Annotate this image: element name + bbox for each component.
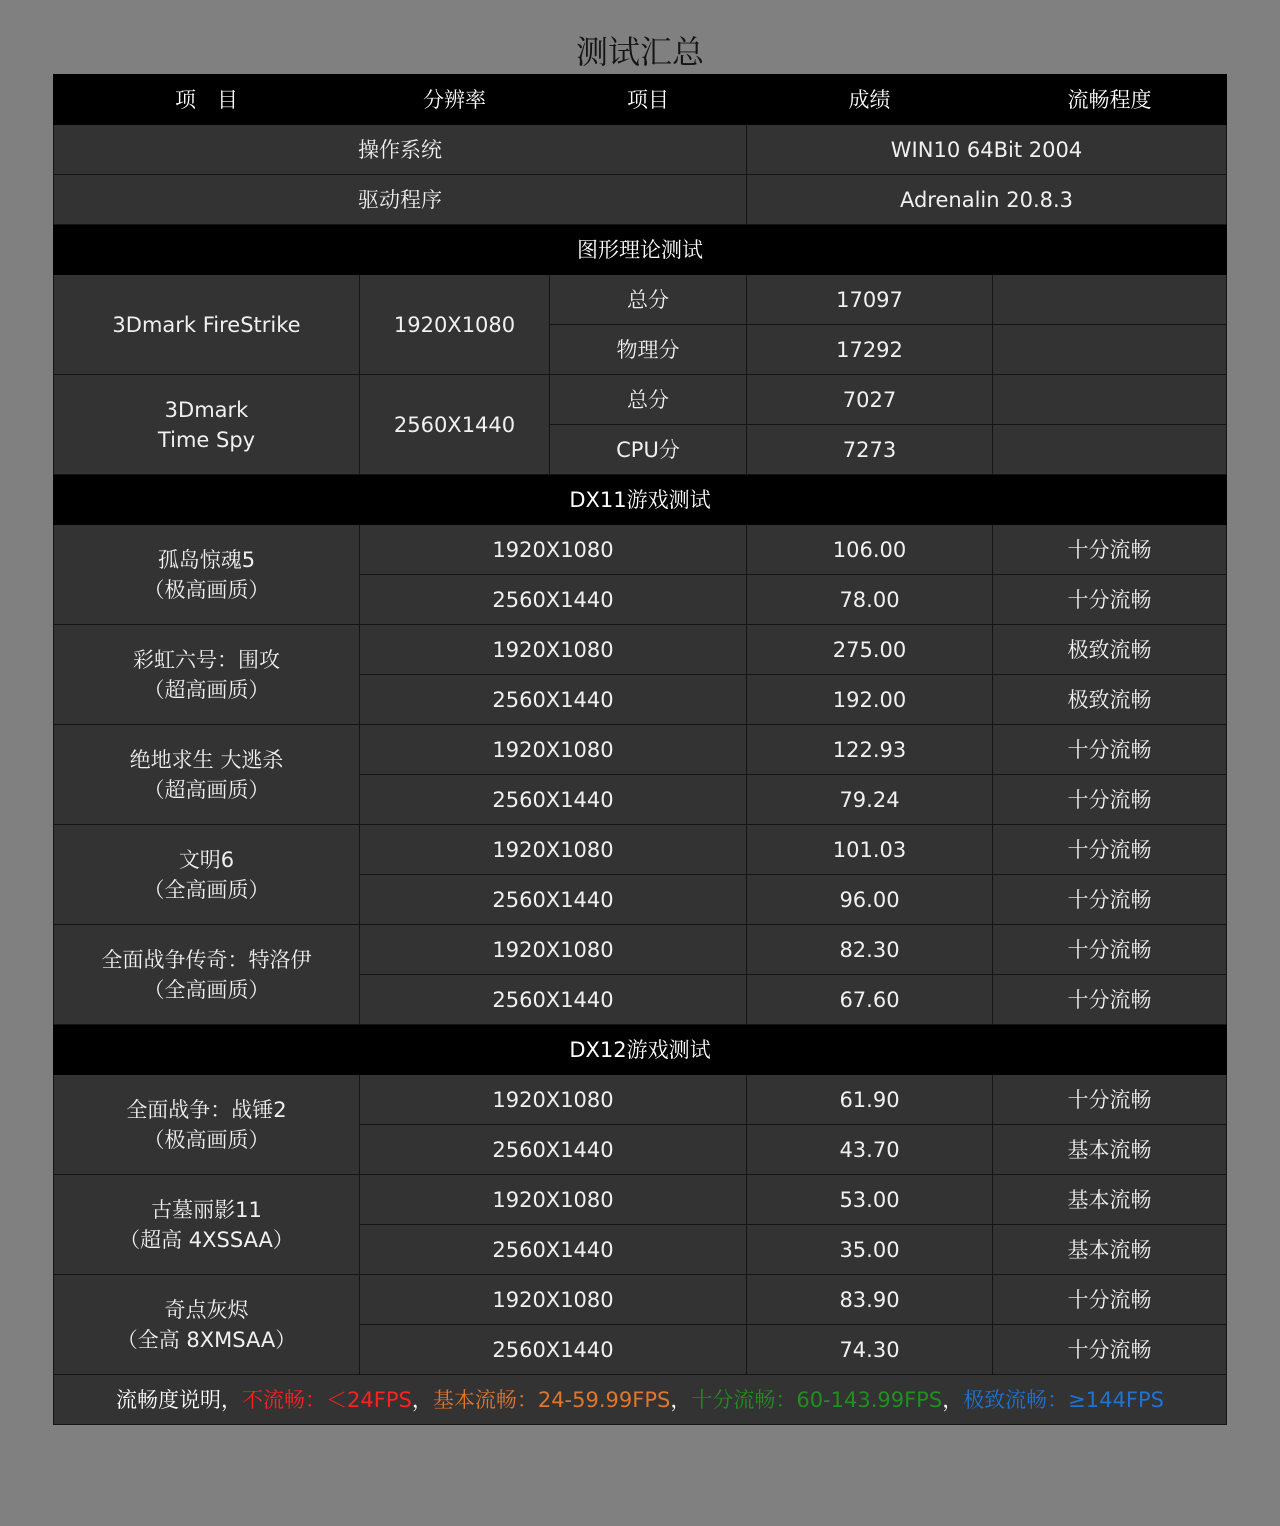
header-row — [54, 75, 1227, 125]
section-dx12 — [54, 1025, 1227, 1075]
game-row — [54, 725, 1227, 775]
os-row — [54, 125, 1227, 175]
section-dx11-title: DX11游戏测试 — [54, 475, 1227, 525]
game-resolution: 2560X1440 — [360, 675, 747, 725]
legend-segment: 不流畅：＜24FPS — [242, 1387, 412, 1412]
game-smoothness: 十分流畅 — [993, 925, 1227, 975]
test-smoothness-empty — [993, 375, 1227, 425]
driver-value: Adrenalin 20.8.3 — [747, 175, 1227, 225]
legend-segment: 十分流畅：60-143.99FPS — [691, 1387, 943, 1412]
os-value: WIN10 64Bit 2004 — [747, 125, 1227, 175]
game-resolution: 1920X1080 — [360, 725, 747, 775]
graphics-row — [54, 275, 1227, 325]
game-score: 53.00 — [747, 1175, 993, 1225]
test-smoothness-empty — [993, 325, 1227, 375]
test-name: 3Dmark Time Spy — [54, 375, 360, 475]
os-label: 操作系统 — [54, 125, 747, 175]
summary-table — [53, 74, 1227, 1425]
game-score: 82.30 — [747, 925, 993, 975]
section-dx12-title: DX12游戏测试 — [54, 1025, 1227, 1075]
header-subitem: 项目 — [550, 75, 747, 125]
header-item: 项 目 — [54, 75, 360, 125]
game-smoothness: 十分流畅 — [993, 825, 1227, 875]
game-resolution: 2560X1440 — [360, 1125, 747, 1175]
game-smoothness: 十分流畅 — [993, 875, 1227, 925]
test-score: 7027 — [747, 375, 993, 425]
game-score: 275.00 — [747, 625, 993, 675]
game-smoothness: 十分流畅 — [993, 1075, 1227, 1125]
game-row — [54, 825, 1227, 875]
game-name: 绝地求生 大逃杀 （超高画质） — [54, 725, 360, 825]
section-dx11 — [54, 475, 1227, 525]
game-name: 孤岛惊魂5 （极高画质） — [54, 525, 360, 625]
game-resolution: 2560X1440 — [360, 1225, 747, 1275]
game-row — [54, 925, 1227, 975]
game-resolution: 1920X1080 — [360, 825, 747, 875]
test-smoothness-empty — [993, 425, 1227, 475]
header-smoothness: 流畅程度 — [993, 75, 1227, 125]
game-smoothness: 十分流畅 — [993, 725, 1227, 775]
game-score: 74.30 — [747, 1325, 993, 1375]
test-score: 17097 — [747, 275, 993, 325]
header-resolution: 分辨率 — [360, 75, 550, 125]
section-graphics — [54, 225, 1227, 275]
legend-segment: ， — [411, 1387, 433, 1412]
game-resolution: 2560X1440 — [360, 875, 747, 925]
game-score: 61.90 — [747, 1075, 993, 1125]
section-graphics-title: 图形理论测试 — [54, 225, 1227, 275]
game-name: 全面战争：战锤2 （极高画质） — [54, 1075, 360, 1175]
legend-segment: ， — [942, 1387, 964, 1412]
game-row — [54, 625, 1227, 675]
game-score: 35.00 — [747, 1225, 993, 1275]
game-name: 古墓丽影11 （超高 4XSSAA） — [54, 1175, 360, 1275]
game-resolution: 2560X1440 — [360, 1325, 747, 1375]
game-smoothness: 基本流畅 — [993, 1225, 1227, 1275]
game-resolution: 1920X1080 — [360, 625, 747, 675]
game-score: 96.00 — [747, 875, 993, 925]
game-smoothness: 十分流畅 — [993, 525, 1227, 575]
game-row — [54, 525, 1227, 575]
driver-label: 驱动程序 — [54, 175, 747, 225]
graphics-row — [54, 375, 1227, 425]
game-score: 122.93 — [747, 725, 993, 775]
test-score: 7273 — [747, 425, 993, 475]
game-name: 奇点灰烬 （全高 8XMSAA） — [54, 1275, 360, 1375]
test-subitem: 物理分 — [550, 325, 747, 375]
game-smoothness: 十分流畅 — [993, 1325, 1227, 1375]
game-smoothness: 十分流畅 — [993, 775, 1227, 825]
game-score: 83.90 — [747, 1275, 993, 1325]
header-score: 成绩 — [747, 75, 993, 125]
driver-row — [54, 175, 1227, 225]
game-score: 79.24 — [747, 775, 993, 825]
game-name: 文明6 （全高画质） — [54, 825, 360, 925]
game-smoothness: 基本流畅 — [993, 1175, 1227, 1225]
game-smoothness: 十分流畅 — [993, 1275, 1227, 1325]
summary-table-body — [54, 75, 1227, 1425]
game-smoothness: 极致流畅 — [993, 625, 1227, 675]
game-smoothness: 十分流畅 — [993, 975, 1227, 1025]
game-smoothness: 基本流畅 — [993, 1125, 1227, 1175]
game-resolution: 1920X1080 — [360, 1075, 747, 1125]
legend-segment: 基本流畅：24-59.99FPS — [432, 1387, 671, 1412]
game-smoothness: 极致流畅 — [993, 675, 1227, 725]
game-resolution: 2560X1440 — [360, 775, 747, 825]
game-name: 彩虹六号：围攻 （超高画质） — [54, 625, 360, 725]
test-score: 17292 — [747, 325, 993, 375]
game-score: 43.70 — [747, 1125, 993, 1175]
game-resolution: 1920X1080 — [360, 925, 747, 975]
game-score: 101.03 — [747, 825, 993, 875]
game-score: 106.00 — [747, 525, 993, 575]
test-subitem: 总分 — [550, 375, 747, 425]
game-resolution: 1920X1080 — [360, 1275, 747, 1325]
game-row — [54, 1075, 1227, 1125]
test-subitem: 总分 — [550, 275, 747, 325]
legend-row — [54, 1375, 1227, 1425]
game-resolution: 1920X1080 — [360, 525, 747, 575]
game-score: 78.00 — [747, 575, 993, 625]
game-row — [54, 1175, 1227, 1225]
game-row — [54, 1275, 1227, 1325]
game-score: 192.00 — [747, 675, 993, 725]
game-resolution: 1920X1080 — [360, 1175, 747, 1225]
legend-segment: 流畅度说明， — [116, 1387, 243, 1412]
legend-cell — [54, 1375, 1227, 1425]
game-name: 全面战争传奇：特洛伊 （全高画质） — [54, 925, 360, 1025]
test-subitem: CPU分 — [550, 425, 747, 475]
test-name: 3Dmark FireStrike — [54, 275, 360, 375]
test-resolution: 1920X1080 — [360, 275, 550, 375]
game-resolution: 2560X1440 — [360, 975, 747, 1025]
game-score: 67.60 — [747, 975, 993, 1025]
test-resolution: 2560X1440 — [360, 375, 550, 475]
legend-segment: ， — [670, 1387, 692, 1412]
legend-segment: 极致流畅：≥144FPS — [963, 1387, 1164, 1412]
game-resolution: 2560X1440 — [360, 575, 747, 625]
test-smoothness-empty — [993, 275, 1227, 325]
game-smoothness: 十分流畅 — [993, 575, 1227, 625]
page-title: 测试汇总 — [575, 33, 704, 71]
